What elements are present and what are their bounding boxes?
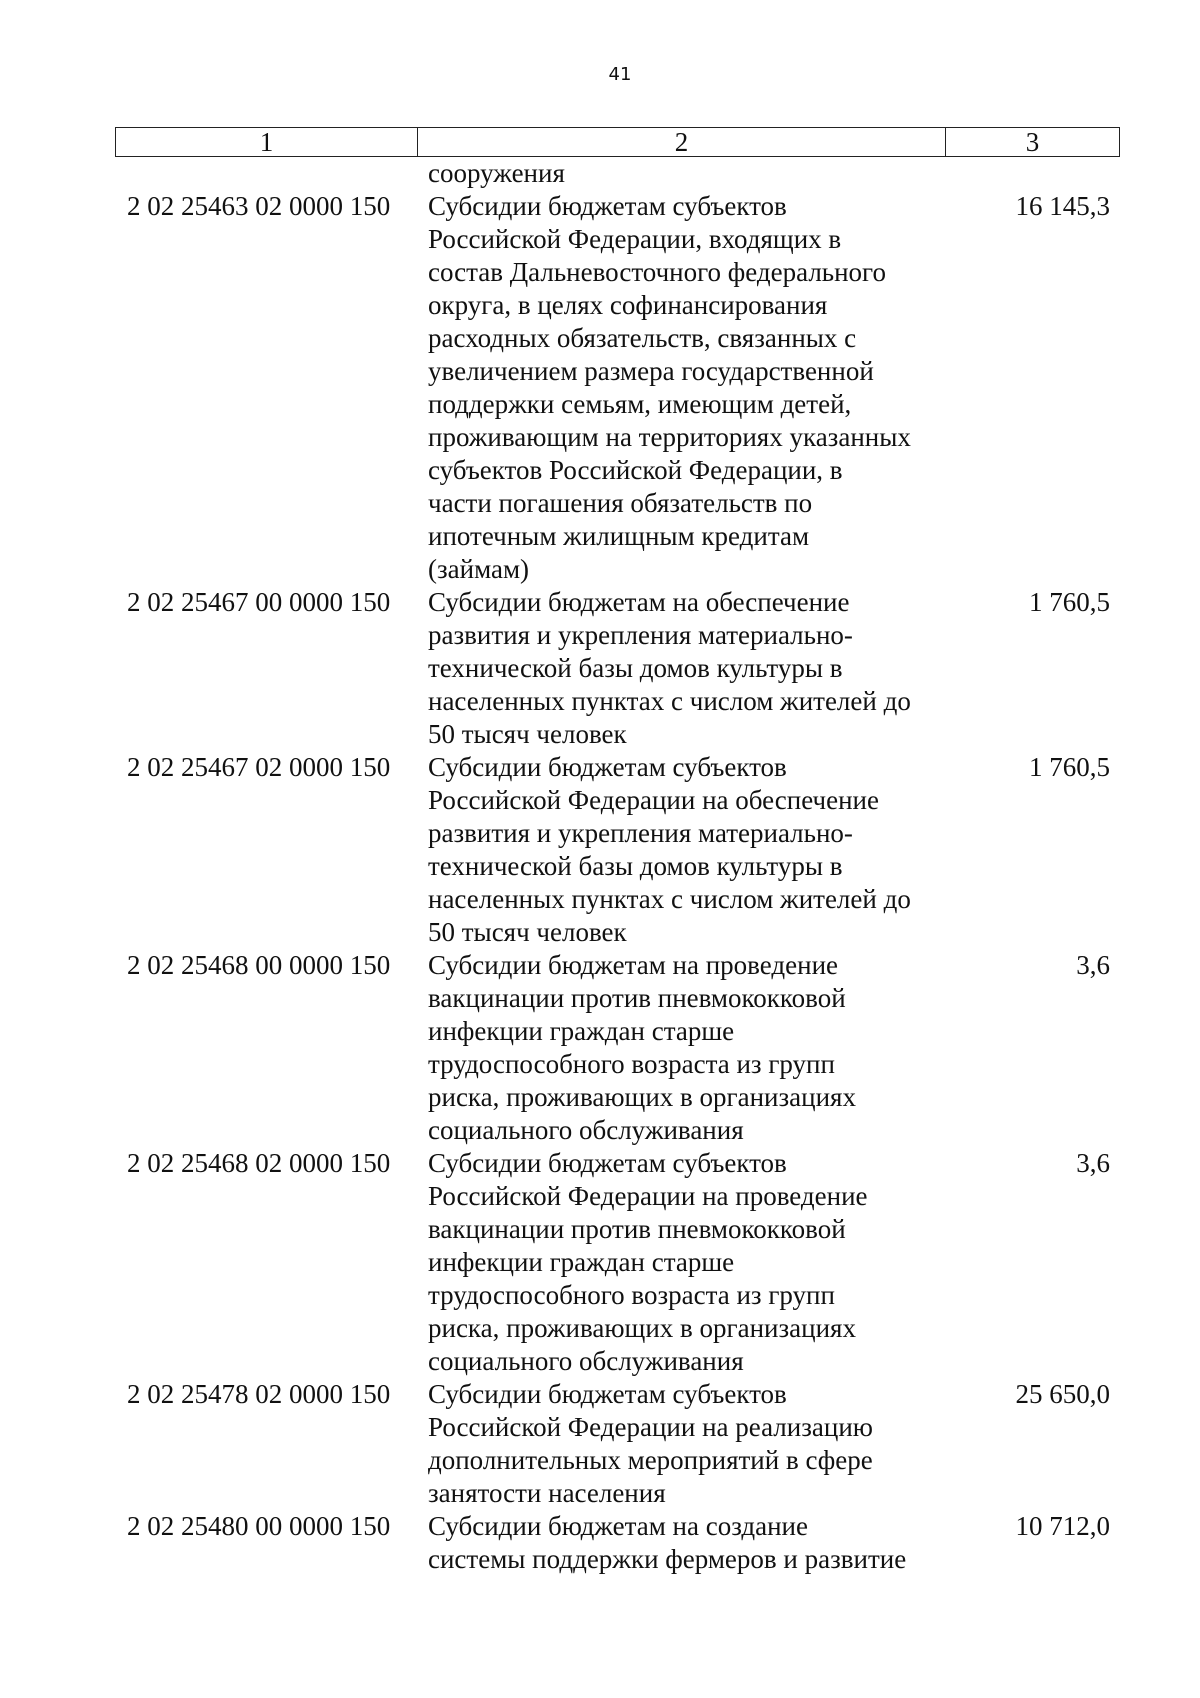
description-line: сооружения	[428, 158, 565, 188]
description-line: инфекции граждан старше	[428, 1247, 735, 1277]
table-row	[115, 157, 1120, 190]
budget-code: 2 02 25467 02 0000 150	[127, 752, 391, 782]
amount: 1 760,5	[1029, 587, 1110, 617]
description-line: технической базы домов культуры в	[428, 851, 843, 881]
description	[417, 190, 945, 586]
amount: 3,6	[1076, 1148, 1110, 1178]
description	[417, 1378, 945, 1510]
table-row	[115, 751, 1120, 949]
description-line: трудоспособного возраста из групп	[428, 1049, 835, 1079]
description-line: Российской Федерации на реализацию	[428, 1412, 873, 1442]
amount: 16 145,3	[1015, 191, 1110, 221]
budget-code: 2 02 25468 00 0000 150	[127, 950, 391, 980]
header-col-2: 2	[418, 128, 946, 156]
table-row	[115, 1378, 1120, 1510]
description-line: Российской Федерации на проведение	[428, 1181, 868, 1211]
budget-code: 2 02 25463 02 0000 150	[127, 191, 391, 221]
budget-code	[115, 157, 417, 190]
amount: 10 712,0	[1015, 1511, 1110, 1541]
description	[417, 751, 945, 949]
description-line: Субсидии бюджетам субъектов	[428, 191, 787, 221]
table-row	[115, 1147, 1120, 1378]
amount: 25 650,0	[1015, 1379, 1110, 1409]
description	[417, 157, 945, 190]
amount	[945, 157, 1120, 190]
description	[417, 1147, 945, 1378]
description-line: проживающим на территориях указанных	[428, 422, 911, 452]
description-line: Российской Федерации, входящих в	[428, 224, 842, 254]
description-line: округа, в целях софинансирования	[428, 290, 828, 320]
description-line: инфекции граждан старше	[428, 1016, 735, 1046]
description-line: 50 тысяч человек	[428, 917, 627, 947]
table-header	[115, 127, 1120, 157]
description-line: социального обслуживания	[428, 1346, 744, 1376]
description	[417, 586, 945, 751]
description-line: системы поддержки фермеров и развитие	[428, 1544, 907, 1574]
description-line: Субсидии бюджетам субъектов	[428, 1148, 787, 1178]
description-line: занятости населения	[428, 1478, 666, 1508]
description-line: развития и укрепления материально-	[428, 818, 853, 848]
budget-code: 2 02 25478 02 0000 150	[127, 1379, 391, 1409]
budget-code: 2 02 25468 02 0000 150	[127, 1148, 391, 1178]
description-line: риска, проживающих в организациях	[428, 1082, 856, 1112]
description-line: расходных обязательств, связанных с	[428, 323, 857, 353]
description-line: населенных пунктах с числом жителей до	[428, 884, 911, 914]
budget-code: 2 02 25467 00 0000 150	[127, 587, 391, 617]
budget-code: 2 02 25480 00 0000 150	[127, 1511, 391, 1541]
description-line: вакцинации против пневмококковой	[428, 1214, 846, 1244]
description-line: Субсидии бюджетам на создание	[428, 1511, 808, 1541]
description-line: Субсидии бюджетам на обеспечение	[428, 587, 850, 617]
description-line: риска, проживающих в организациях	[428, 1313, 856, 1343]
description-line: увеличением размера государственной	[428, 356, 874, 386]
description-line: поддержки семьям, имеющим детей,	[428, 389, 852, 419]
table-row	[115, 586, 1120, 751]
description-line: Субсидии бюджетам субъектов	[428, 1379, 787, 1409]
description-line: дополнительных мероприятий в сфере	[428, 1445, 873, 1475]
description-line: 50 тысяч человек	[428, 719, 627, 749]
header-col-3: 3	[1025, 126, 1040, 157]
description-line: (займам)	[428, 554, 530, 584]
description-line: населенных пунктах с числом жителей до	[428, 686, 911, 716]
description-line: социального обслуживания	[428, 1115, 744, 1145]
header-col-1: 1	[116, 128, 418, 156]
description-line: Российской Федерации на обеспечение	[428, 785, 879, 815]
description-line: Субсидии бюджетам на проведение	[428, 950, 838, 980]
description-line: состав Дальневосточного федерального	[428, 257, 886, 287]
page-number: 41	[608, 64, 632, 85]
table-row	[115, 1510, 1120, 1576]
description	[417, 949, 945, 1147]
description-line: субъектов Российской Федерации, в	[428, 455, 843, 485]
description-line: развития и укрепления материально-	[428, 620, 853, 650]
table-row	[115, 190, 1120, 586]
table-body	[115, 157, 1120, 1576]
description-line: ипотечным жилищным кредитам	[428, 521, 810, 551]
amount: 1 760,5	[1029, 752, 1110, 782]
description-line: части погашения обязательств по	[428, 488, 813, 518]
table-row	[115, 949, 1120, 1147]
description-line: вакцинации против пневмококковой	[428, 983, 846, 1013]
amount: 3,6	[1076, 950, 1110, 980]
description-line: трудоспособного возраста из групп	[428, 1280, 835, 1310]
description	[417, 1510, 945, 1576]
description-line: технической базы домов культуры в	[428, 653, 843, 683]
description-line: Субсидии бюджетам субъектов	[428, 752, 787, 782]
